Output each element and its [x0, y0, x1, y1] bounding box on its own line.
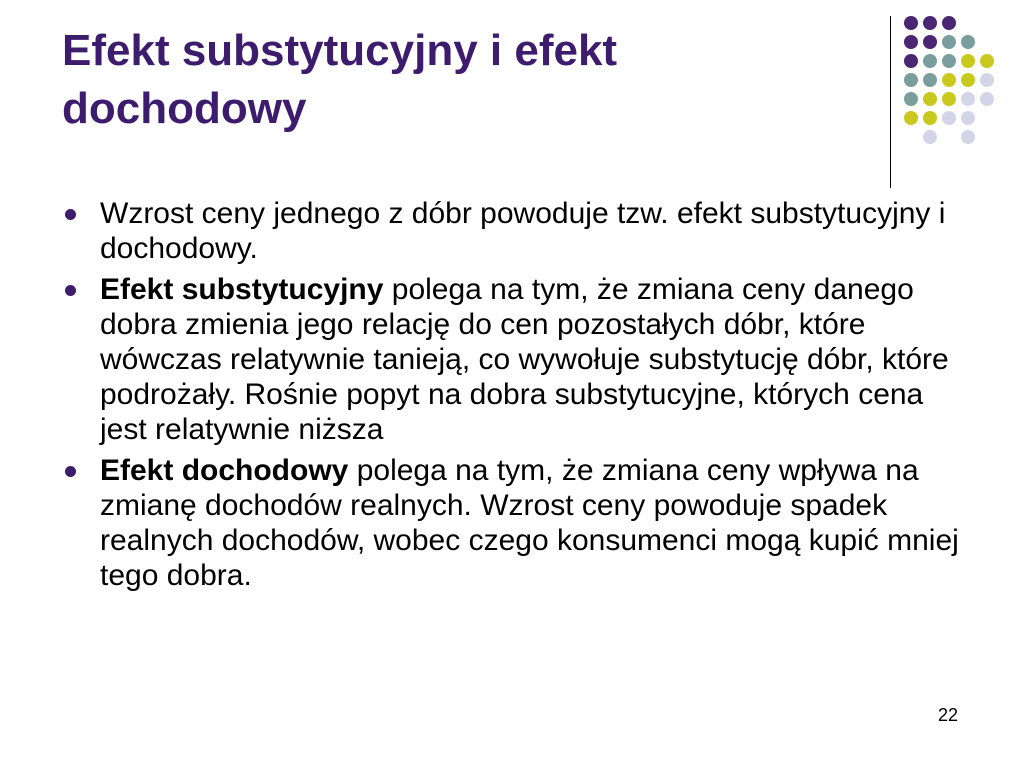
decorative-dot-icon	[961, 92, 975, 106]
decorative-dot-icon	[904, 16, 918, 30]
decorative-dot-icon	[923, 35, 937, 49]
decorative-dot-icon	[904, 73, 918, 87]
bullet-dot-icon	[65, 209, 76, 220]
bullet-list	[62, 196, 972, 599]
decorative-dot-icon	[942, 92, 956, 106]
bullet-bold-term: Efekt dochodowy	[100, 454, 349, 487]
title-divider-line	[890, 16, 891, 188]
bullet-text: Wzrost ceny jednego z dóbr powoduje tzw. efekt substytucyjny i dochodowy.	[100, 197, 946, 265]
bullet-item	[62, 272, 972, 447]
decorative-dot-icon	[923, 92, 937, 106]
decorative-dot-icon	[904, 111, 918, 125]
decorative-dot-icon	[904, 35, 918, 49]
decorative-dot-icon	[961, 111, 975, 125]
bullet-item	[62, 453, 972, 593]
decorative-dot-icon	[942, 35, 956, 49]
decorative-dot-icon	[980, 92, 994, 106]
decorative-dot-icon	[904, 92, 918, 106]
decorative-dot-icon	[942, 54, 956, 68]
decorative-dot-icon	[980, 73, 994, 87]
bullet-item	[62, 196, 972, 266]
bullet-text: polega na tym, że zmiana ceny danego dobra zmienia jego relację do cen pozostałych dóbr, które wówczas relatywnie tanieją, co wywołuje substytucję dóbr, które podrożały. Rośnie popyt na dobra substytucyjne, których cena jest relatywnie niższa	[100, 273, 949, 446]
decorative-dot-icon	[961, 35, 975, 49]
decorative-dot-icon	[961, 130, 975, 144]
decorative-dot-icon	[923, 111, 937, 125]
decorative-dot-icon	[942, 16, 956, 30]
decorative-dot-icon	[980, 54, 994, 68]
bullet-text: polega na tym, że zmiana ceny wpływa na zmianę dochodów realnych. Wzrost ceny powoduje spadek realnych dochodów, wobec czego konsumenci mogą kupić mniej tego dobra.	[100, 454, 959, 592]
decorative-dot-icon	[961, 54, 975, 68]
decorative-dot-icon	[942, 73, 956, 87]
decorative-dot-icon	[961, 73, 975, 87]
decorative-dot-icon	[923, 16, 937, 30]
decorative-dot-icon	[904, 54, 918, 68]
decorative-dot-icon	[923, 130, 937, 144]
page-number: 22	[938, 705, 959, 725]
decorative-dot-icon	[923, 54, 937, 68]
decorative-dot-icon	[942, 111, 956, 125]
bullet-dot-icon	[65, 466, 76, 477]
decorative-dot-icon	[923, 73, 937, 87]
bullet-dot-icon	[65, 285, 76, 296]
bullet-bold-term: Efekt substytucyjny	[100, 273, 384, 306]
slide-title: Efekt substytucyjny i efekt dochodowy	[62, 26, 618, 133]
